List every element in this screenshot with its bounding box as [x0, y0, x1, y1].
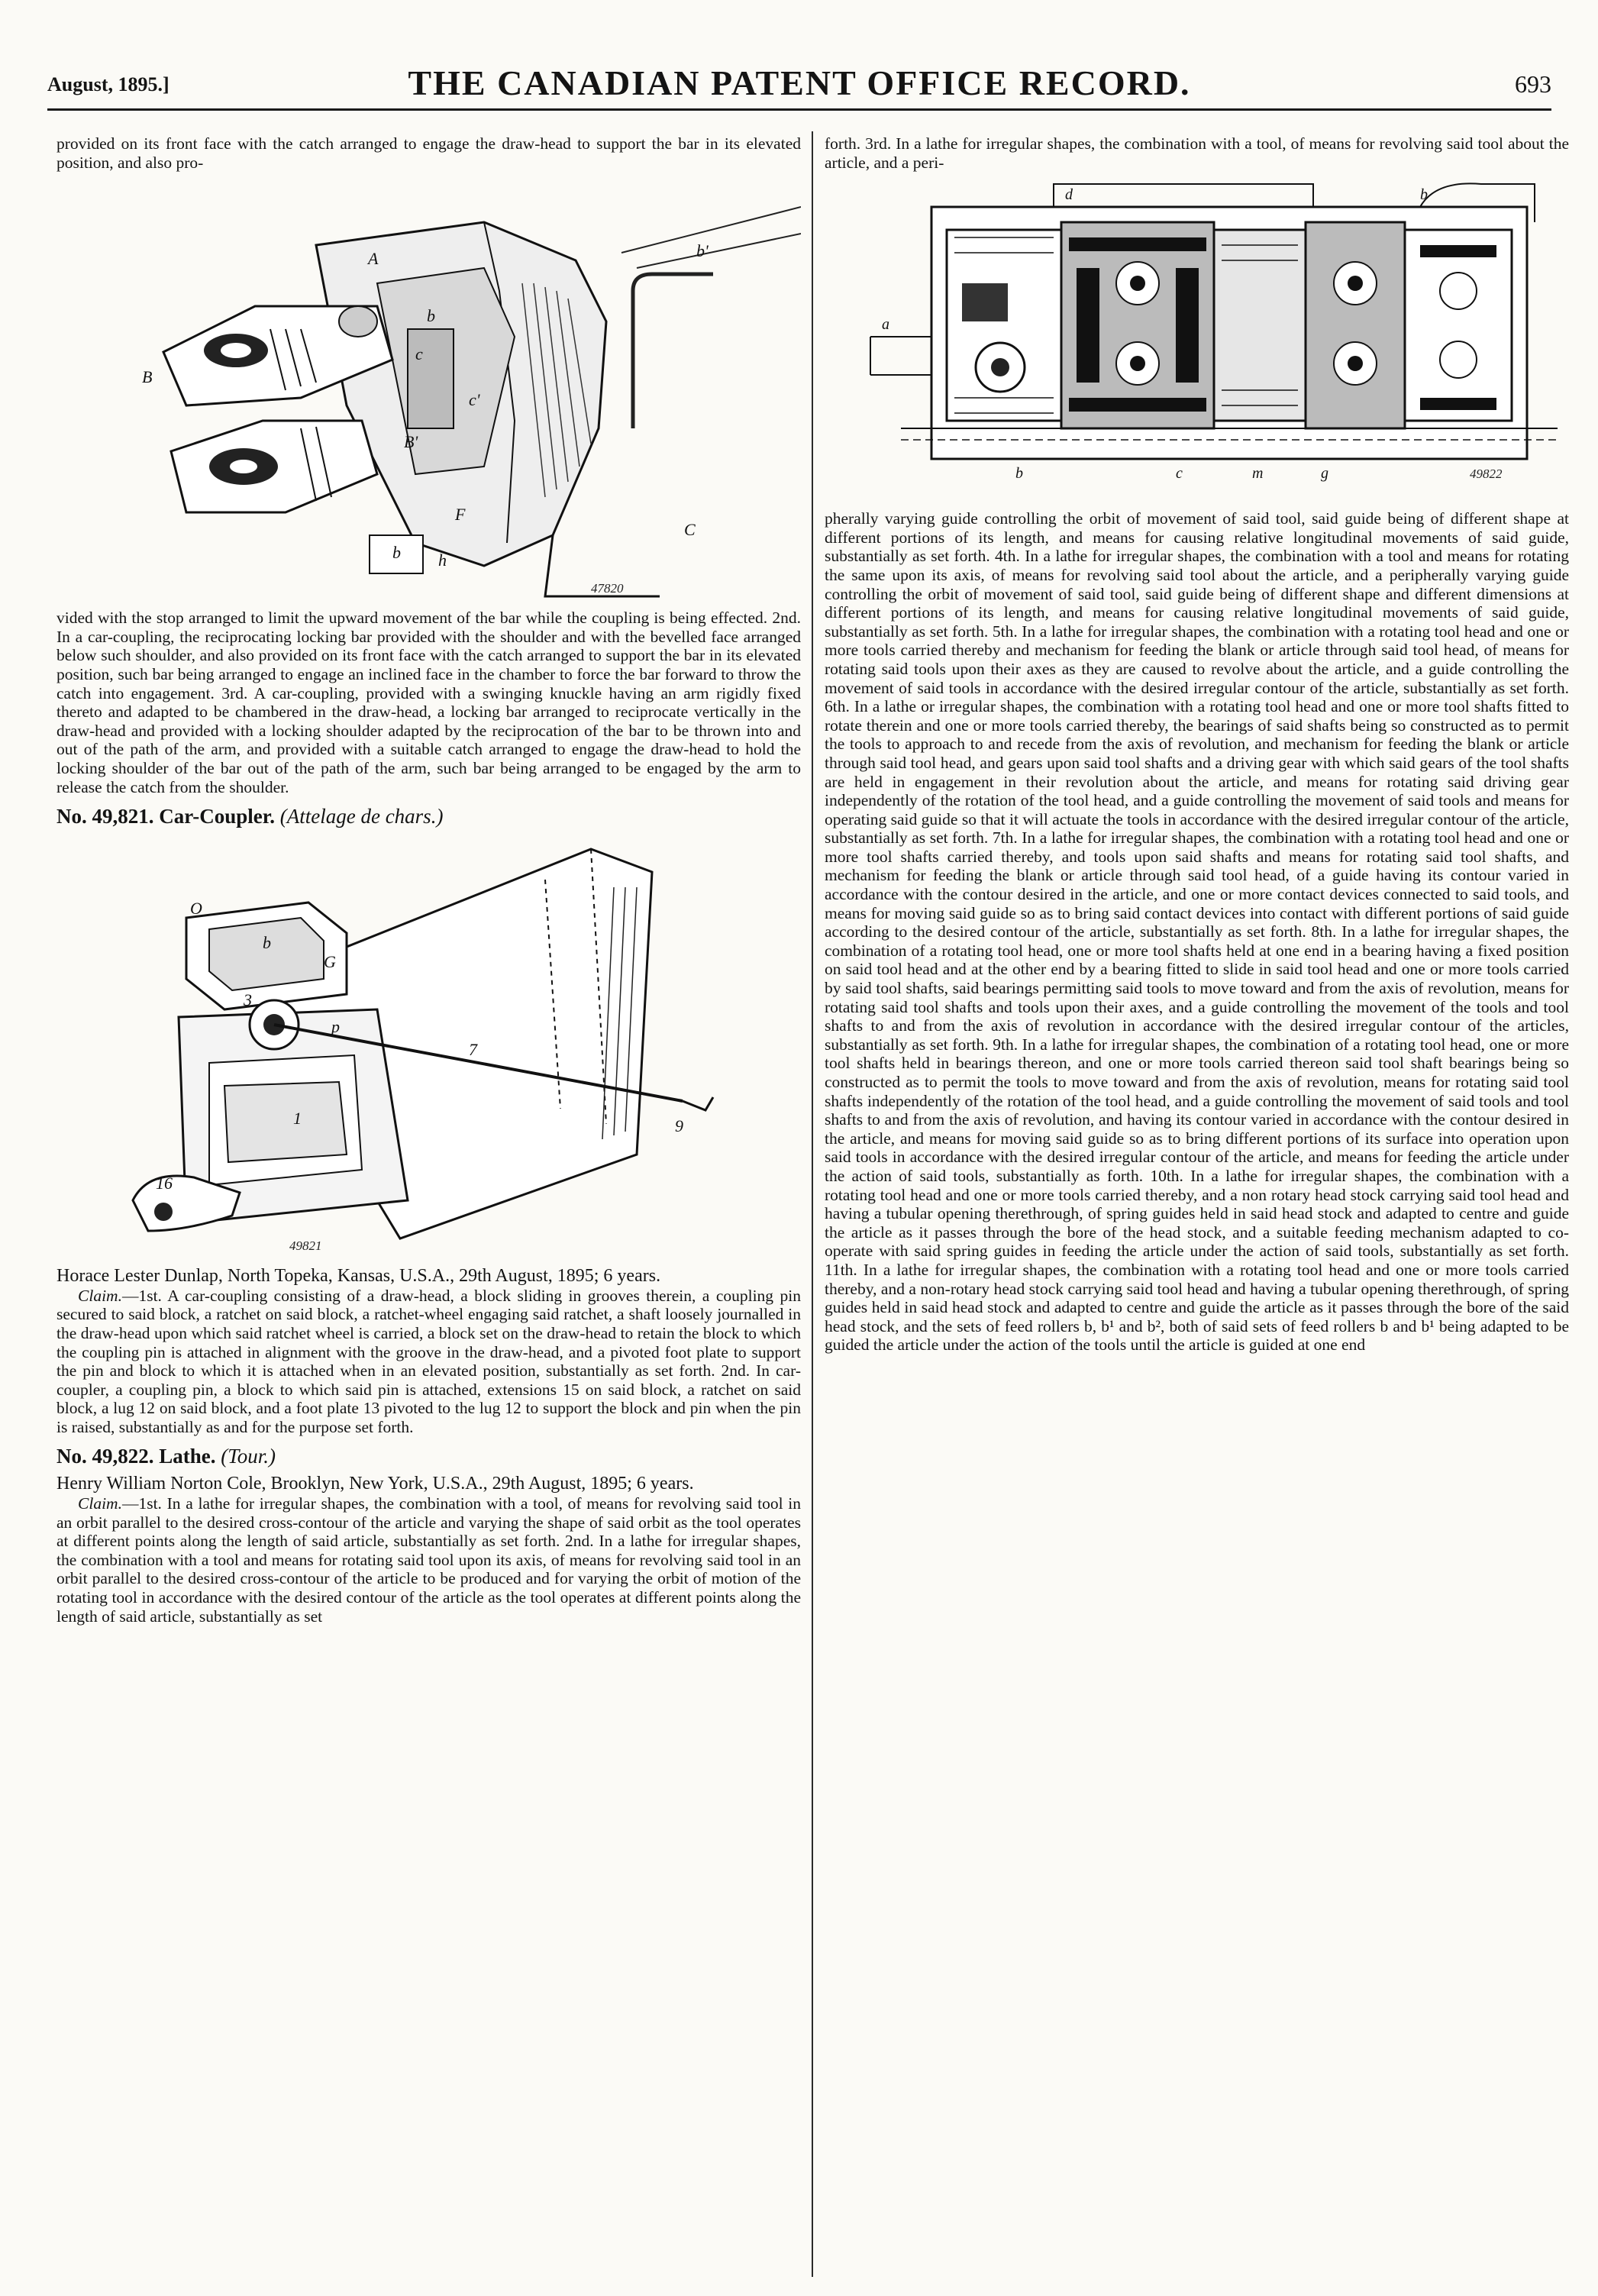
claim-paragraph	[56, 1287, 801, 1437]
right-column	[825, 134, 1569, 2288]
car-coupler-figure	[56, 834, 801, 1261]
patent-french-name: (Attelage de chars.)	[279, 805, 444, 828]
svg-text:b': b'	[696, 241, 709, 261]
svg-text:O: O	[190, 898, 202, 918]
svg-text:b: b	[427, 306, 435, 326]
patent-french-name: (Tour.)	[221, 1445, 276, 1468]
publication-title: THE CANADIAN PATENT OFFICE RECORD.	[408, 63, 1191, 102]
svg-text:F: F	[455, 505, 466, 525]
svg-text:B': B'	[404, 432, 418, 452]
figure-number: 47820	[591, 581, 624, 596]
patent-number: No. 49,821.	[56, 805, 154, 828]
svg-text:p: p	[331, 1016, 340, 1036]
claim-body: —1st. In a lathe for irregular shapes, the combination with a tool, of means for revolving said tool in an orbit parallel to the desired cross-contour of the article and varying the shape of said orbit as the tool operates at different points along the length of said article, substantially as set forth. 2nd. In a lathe for irregular shapes, the combination with a tool and means for rotating said tool upon its axis, of means for revolving said tool in an orbit parallel to the desired cross-contour of the article to be produced and for varying the orbit of motion of the rotating tool in accordance with the desired contour of the article as the tool operates at different points along the length of said article, substantially as set	[56, 1494, 801, 1626]
svg-text:7: 7	[469, 1039, 477, 1059]
claim-body: —1st. A car-coupling consisting of a draw-head, a block sliding in grooves therein, a coupling pin secured to said block, a ratchet on said block, a ratchet-wheel engaging said ratchet, a shaft loosely journalled in the draw-head upon which said ratchet wheel is carried, a block set on the draw-head to retain the block to which the coupling pin is attached in alignment with the groove in the draw-head, and a pivoted foot plate to support the pin and block to which it is attached when in an elevated position, substantially as set forth. 2nd. In car-coupler, a coupling pin, a block to which said pin is attached, extensions 15 on said block, a ratchet on said block, a lug 12 on said block, and a foot plate 13 pivoted to the lug 12 to support the block and pin when the pin is raised, substantially as and for the purpose set forth.	[56, 1286, 801, 1436]
svg-text:b: b	[263, 932, 271, 952]
svg-text:h: h	[438, 551, 447, 570]
patent-name: Lathe.	[159, 1445, 216, 1468]
claim-label: Claim.	[78, 1286, 122, 1305]
page-number: 693	[1515, 70, 1551, 98]
column-divider	[812, 131, 813, 2277]
svg-text:b: b	[392, 543, 401, 563]
figure-number: 49822	[1470, 467, 1503, 482]
svg-text:c: c	[1176, 465, 1183, 483]
claim-label: Claim.	[78, 1494, 122, 1513]
inventor-line: Henry William Norton Cole, Brooklyn, New York, U.S.A., 29th August, 1895; 6 years.	[56, 1474, 694, 1494]
patent-heading-49822	[56, 1447, 801, 1466]
svg-text:b: b	[1420, 186, 1428, 204]
left-column	[56, 134, 801, 2288]
svg-text:3: 3	[244, 990, 252, 1009]
svg-text:b: b	[1015, 465, 1023, 483]
svg-text:B: B	[142, 367, 153, 387]
svg-text:A: A	[368, 249, 379, 269]
svg-text:C: C	[684, 520, 696, 540]
figure-number: 49821	[289, 1238, 322, 1253]
continued-claim-text: provided on its front face with the catch arranged to engage the draw-head to support the bar in its elevated position, and also pro-	[56, 134, 801, 172]
car-coupling-figure	[56, 176, 801, 604]
page-header	[47, 63, 1551, 111]
patent-name: Car-Coupler.	[159, 805, 275, 828]
claim-text-continuation: vided with the stop arranged to limit the upward movement of the bar while the coupling is being effected. 2nd. In a car-coupling, the reciprocating locking bar provided with the shoulder and with the bevelled face arranged below such shoulder, and also provided on its front face with the catch arranged to support the bar in its elevated position, such bar being arranged to engage an inclined face in the chamber to force the bar forward to throw the catch into engagement. 3rd. A car-coupling, provided with a swinging knuckle having an arm rigidly fixed thereto and adapted to be chambered in the draw-head, a locking bar arranged to reciprocate vertically in the draw-head and provided with a locking shoulder adapted by the reciprocation of the bar to be thrown into and out of the path of the arm, and provided with a suitable catch arranged to engage the draw-head to hold the locking shoulder of the bar out of the path of the arm, such bar being arranged to be engaged by the arm to release the catch from the shoulder.	[56, 609, 801, 796]
claim-body-text: pherally varying guide controlling the orbit of movement of said tool, said guide being of different shape at different portions of its length, and means for causing relative longitudinal movements of said guide, substantially as set forth. 4th. In a lathe for irregular shapes, the combination with a tool and means for rotating the same upon its axis, of means for revolving said tool about the article, and a peripherally varying guide controlling the orbit of movement of said tool, said guide being of different shape and different dimensions at different portions of its length, and means for causing relative longitudinal movements of said guide, substantially as set forth. 5th. In a lathe for irregular shapes, the combination with a rotating tool head and one or more tools carried thereby and mechanism for feeding the blank or article through said tool head, of means for rotating said tools upon their axes as they are caused to revolve about the article, and a guide controlling the movement of said tools in accordance with the desired irregular contour of the article, substantially as set forth. 6th. In a lathe or irregular shapes, the combination with a rotating tool head and one or more tool shafts fitted to rotate therein and one or more tools carried thereby, the bearings of said shafts being so constructed as to permit the tools to approach to and recede from the axis of revolution, and mechanism for feeding the blank or article through said tool head, and gears upon said tool shafts and a driving gear with which said gears of the tool shafts are held in engagement in their revolution about the article, and means for rotating said driving gear independently of the rotation of the tool head, and a guide controlling the movement of said tools and means for operating said guide so that it will actuate the tools in accordance with the desired irregular contour of the article, substantially as set forth. 7th. In a lathe for irregular shapes, the combination with a rotating tool head and one or more tool shafts carried thereby, and tools upon said shafts and means for rotating said tool shafts, and mechanism for feeding the blank or article through said tool head, of a guide having its contour varied in accordance with the contour desired in the article, and one or more contact devices connected to said tools, and means for moving said guide so as to bring said contact devices into contact with different portions of said guide according to the desired contour of the article, substantially as set forth. 8th. In a lathe for irregular shapes, the combination of a rotating tool head, one or more tool shafts held at one end in a bearing having a fixed position on said tool head and at the other end by a bearing fitted to slide in said tool head and one or more tools carried by said tool shafts, said bearings permitting said tools to move toward and from the axis of revolution, means for rotating said tool shafts and tools upon their axes, and a guide controlling the movement of the tools and tool shafts to and from the axis of revolution in accordance with the desired irregular contour of the articles, substantially as set forth. 9th. In a lathe for irregular shapes, the combination of a rotating tool head, one or more tool shafts held in bearings thereon, and one or more tools carried thereon said tool shaft bearings being so constructed as to permit the tools to move toward and from the axis of revolution, means for rotating said tool shafts independently of the rotation of the tool head, and a guide controlling the movement of said tools and tool shafts to and from the axis of revolution, and having its contour varied in accordance with the contour desired in the article, and means for moving said guide so as to bring different portions of its surface into operation upon said tools in accordance with the desired irregular contour of the article, and means for feeding the article under the action of said tools, substantially as forth. 10th. In a lathe for irregular shapes, the combination with a rotating tool head and one or more tools carried thereby, and a non rotary head stock carrying said tool head and having a tubular opening therethrough, of spring guides held in said head stock and adapted to centre and guide the article as it passes through the bore of the head stock, and a suitable feeding mechanism adapted to co-operate with said spring guides in feeding the article under the action of said tools, substantially as set forth. 11th. In a lathe for irregular shapes, the combination with a rotating tool head and one or more tools carried thereby, and a non-rotary head stock carrying said tool head and having a tubular opening therethrough, of spring guides held in said head stock and adapted to centre and guide the article as it passes through the bore of the said head stock, and the sets of feed rollers b, b¹ and b², both of said sets of feed rollers b and b¹ being adapted to be guided the article under the action of the tools until the article is guided at one end	[825, 509, 1569, 1355]
svg-text:g: g	[1321, 465, 1328, 483]
svg-text:9: 9	[675, 1116, 683, 1135]
svg-text:c: c	[415, 344, 423, 364]
continued-claim-text: forth. 3rd. In a lathe for irregular shapes, the combination with a tool, of means for revolving said tool about the article, and a peri-	[825, 134, 1569, 172]
claim-paragraph	[56, 1494, 801, 1626]
svg-text:1: 1	[293, 1108, 302, 1128]
svg-text:c': c'	[469, 390, 480, 410]
svg-text:a: a	[882, 316, 889, 334]
svg-text:G: G	[324, 951, 336, 971]
patent-number: No. 49,822.	[56, 1445, 154, 1468]
lathe-figure	[825, 176, 1569, 505]
svg-text:m: m	[1252, 465, 1264, 483]
svg-text:d: d	[1065, 186, 1073, 204]
inventor-line: Horace Lester Dunlap, North Topeka, Kansas, U.S.A., 29th August, 1895; 6 years.	[56, 1265, 661, 1286]
svg-text:16: 16	[156, 1173, 173, 1193]
patent-heading-49821	[56, 807, 801, 826]
issue-date: August, 1895.]	[47, 73, 169, 95]
